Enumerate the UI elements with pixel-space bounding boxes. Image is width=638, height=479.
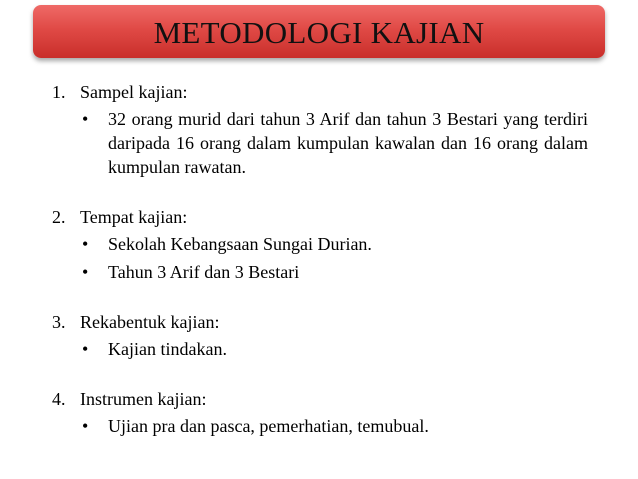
section-rekabentuk-kajian	[52, 310, 588, 361]
section-heading	[52, 205, 588, 229]
section-number: 3.	[52, 312, 66, 332]
section-number: 2.	[52, 207, 66, 227]
bullet-list	[52, 414, 588, 438]
section-title: Tempat kajian:	[80, 207, 188, 227]
section-sampel-kajian	[52, 80, 588, 179]
section-heading	[52, 310, 588, 334]
bullet-icon: •	[82, 262, 89, 282]
section-title: Rekabentuk kajian:	[80, 312, 220, 332]
bullet-list	[52, 337, 588, 361]
bullet-text: Kajian tindakan.	[108, 339, 227, 359]
bullet-list	[52, 107, 588, 179]
bullet-text: 32 orang murid dari tahun 3 Arif dan tahun 3 Bestari yang terdiri daripada 16 orang dalam kumpulan kawalan dan 16 orang dalam kumpulan rawatan.	[108, 109, 588, 177]
section-heading	[52, 80, 588, 104]
slide-content	[52, 80, 588, 464]
bullet-text: Ujian pra dan pasca, pemerhatian, temubual.	[108, 416, 429, 436]
bullet-icon: •	[82, 234, 89, 254]
bullet-item	[52, 337, 588, 361]
section-number: 4.	[52, 389, 66, 409]
bullet-item	[52, 260, 588, 284]
bullet-item	[52, 107, 588, 179]
section-title: Instrumen kajian:	[80, 389, 207, 409]
section-heading	[52, 387, 588, 411]
bullet-icon: •	[82, 416, 89, 436]
section-tempat-kajian	[52, 205, 588, 284]
bullet-item	[52, 414, 588, 438]
section-instrumen-kajian	[52, 387, 588, 438]
bullet-text: Sekolah Kebangsaan Sungai Durian.	[108, 234, 372, 254]
title-banner	[33, 5, 605, 58]
bullet-item	[52, 232, 588, 256]
bullet-list	[52, 232, 588, 284]
bullet-icon: •	[82, 339, 89, 359]
bullet-icon: •	[82, 109, 89, 129]
slide-title: METODOLOGI KAJIAN	[153, 14, 485, 50]
section-number: 1.	[52, 82, 66, 102]
bullet-text: Tahun 3 Arif dan 3 Bestari	[108, 262, 300, 282]
section-title: Sampel kajian:	[80, 82, 188, 102]
